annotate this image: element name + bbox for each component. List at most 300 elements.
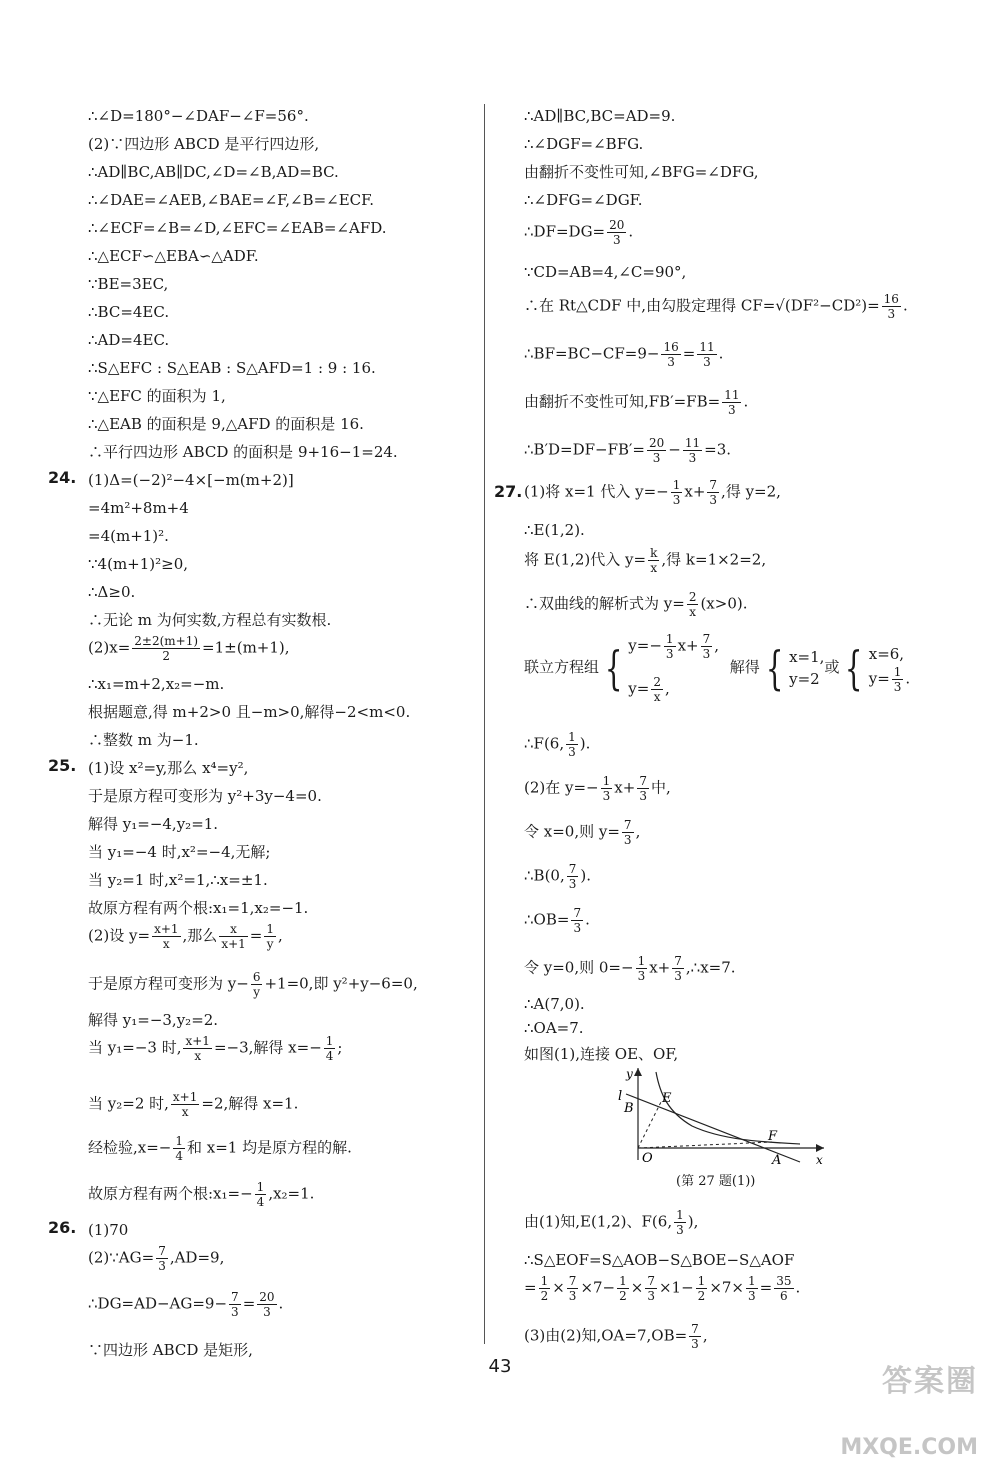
denominator: 3 bbox=[748, 1289, 756, 1303]
fraction bbox=[746, 1274, 758, 1303]
denominator: 3 bbox=[667, 355, 675, 369]
solution-group bbox=[789, 646, 824, 690]
formula-line bbox=[524, 818, 640, 847]
formula-line bbox=[88, 922, 283, 951]
numerator: x bbox=[219, 922, 247, 937]
text-line: ∴AD∥BC,AB∥DC,∠D=∠B,AD=BC. bbox=[88, 163, 339, 181]
formula-line bbox=[524, 546, 766, 575]
text-segment: 于是原方程可变形为 y− bbox=[88, 974, 249, 993]
fraction bbox=[183, 1034, 211, 1063]
denominator: 2 bbox=[162, 649, 170, 663]
text-line: 故原方程有两个根:x₁=1,x₂=−1. bbox=[88, 899, 309, 917]
numerator: 7 bbox=[568, 862, 577, 876]
text-line: ∴∠DAE=∠AEB,∠BAE=∠F,∠B=∠ECF. bbox=[88, 191, 374, 209]
fraction bbox=[229, 1290, 241, 1319]
text-segment: ). bbox=[579, 734, 591, 753]
numerator: 1 bbox=[325, 1034, 334, 1048]
formula-line bbox=[524, 1322, 708, 1351]
text-line: 解得 y₁=−4,y₂=1. bbox=[88, 815, 219, 833]
numerator: 1 bbox=[697, 1274, 706, 1288]
equation-group bbox=[628, 632, 719, 704]
fraction bbox=[689, 1322, 701, 1351]
numerator: 1 bbox=[175, 1134, 184, 1148]
text-line: ∴A(7,0). bbox=[524, 995, 585, 1013]
label-y: y bbox=[626, 1067, 633, 1081]
numerator: 7 bbox=[702, 632, 711, 646]
text-segment: ,AD=9, bbox=[169, 1248, 225, 1267]
text-line: ∵四边形 ABCD 是矩形, bbox=[88, 1341, 253, 1359]
denominator: 3 bbox=[639, 789, 647, 803]
denominator: 3 bbox=[263, 1305, 271, 1319]
denominator: 3 bbox=[665, 647, 674, 661]
text-line: 当 y₂=1 时,x²=1,∴x=±1. bbox=[88, 871, 268, 889]
solution-row: x=1, bbox=[789, 648, 825, 666]
numerator: 1 bbox=[266, 922, 274, 936]
formula-line bbox=[524, 218, 633, 247]
label-O: O bbox=[642, 1151, 653, 1166]
text-segment: ∴B′D=DF−FB′= bbox=[524, 440, 645, 459]
numerator: 6 bbox=[252, 970, 261, 984]
text-segment: = bbox=[682, 344, 696, 363]
left-brace: { bbox=[604, 641, 623, 695]
text-segment: . bbox=[718, 344, 724, 363]
fraction bbox=[674, 1208, 686, 1237]
text-segment: . bbox=[585, 910, 590, 929]
formula-line bbox=[88, 1034, 342, 1063]
denominator: 3 bbox=[637, 969, 646, 983]
text-segment: 解得 bbox=[729, 658, 760, 676]
fraction bbox=[696, 1274, 708, 1303]
fraction bbox=[892, 665, 904, 694]
numerator: 1 bbox=[893, 664, 902, 679]
numerator: 7 bbox=[231, 1290, 239, 1304]
text-segment: ,得 k=1×2=2, bbox=[661, 550, 767, 569]
text-segment: 令 x=0,则 y= bbox=[524, 822, 620, 841]
denominator: 3 bbox=[691, 1337, 699, 1351]
numerator: 7 bbox=[647, 1274, 655, 1288]
fraction bbox=[637, 774, 649, 803]
denominator: 6 bbox=[780, 1289, 788, 1303]
fraction bbox=[251, 970, 263, 999]
numerator: 16 bbox=[663, 340, 679, 354]
text-line: ∴Δ≥0. bbox=[88, 583, 136, 601]
numerator: 7 bbox=[639, 774, 647, 788]
fraction bbox=[697, 340, 716, 369]
fraction bbox=[722, 388, 741, 417]
fraction bbox=[601, 774, 613, 803]
text-segment: y= bbox=[868, 669, 890, 687]
text-segment: y=− bbox=[628, 636, 662, 655]
figure-caption: (第 27 题(1)) bbox=[676, 1174, 756, 1189]
formula-line bbox=[88, 634, 290, 663]
label-x: x bbox=[816, 1153, 823, 1167]
denominator: 3 bbox=[623, 833, 632, 847]
label-E: E bbox=[662, 1091, 672, 1106]
text-segment: × bbox=[552, 1278, 565, 1297]
numerator: k bbox=[650, 546, 658, 560]
fraction bbox=[257, 1290, 276, 1319]
text-segment: , bbox=[702, 1326, 708, 1345]
numerator: x+1 bbox=[154, 922, 179, 936]
text-segment: x+ bbox=[684, 482, 706, 501]
denominator: x+1 bbox=[221, 937, 246, 951]
denominator: 3 bbox=[672, 493, 681, 507]
fraction bbox=[567, 862, 579, 891]
denominator: 3 bbox=[893, 679, 902, 694]
denominator: y bbox=[266, 937, 274, 951]
solution-row bbox=[869, 665, 910, 694]
text-segment: ,那么 bbox=[182, 926, 218, 945]
text-line: ∵4(m+1)²≥0, bbox=[88, 555, 189, 573]
denominator: 3 bbox=[568, 1289, 577, 1303]
text-segment: . bbox=[902, 296, 908, 315]
numerator: 20 bbox=[609, 218, 625, 232]
text-segment: (1)将 x=1 代入 y=− bbox=[524, 482, 669, 501]
numerator: 1 bbox=[665, 632, 674, 646]
text-line: (2)∵四边形 ABCD 是平行四边形, bbox=[88, 135, 320, 153]
text-line: (1)Δ=(−2)²−4×[−m(m+2)] bbox=[88, 471, 294, 489]
denominator: 3 bbox=[602, 789, 611, 803]
fraction bbox=[671, 478, 683, 507]
text-segment: − bbox=[668, 440, 681, 459]
denominator: x bbox=[194, 1049, 202, 1063]
numerator: 1 bbox=[676, 1208, 684, 1222]
text-segment: 经检验,x=− bbox=[88, 1138, 172, 1157]
formula-line bbox=[88, 1180, 314, 1209]
numerator: 20 bbox=[259, 1290, 275, 1304]
formula-line bbox=[524, 774, 671, 803]
numerator: 1 bbox=[540, 1274, 549, 1288]
watermark-logo: 答案圈 bbox=[882, 1364, 978, 1399]
text-segment: = bbox=[249, 926, 263, 945]
left-brace: { bbox=[765, 641, 784, 695]
text-line: ∴∠DGF=∠BFG. bbox=[524, 135, 644, 153]
label-l: l bbox=[618, 1089, 623, 1104]
formula-line bbox=[524, 862, 591, 891]
text-segment: =−3,解得 x=− bbox=[213, 1038, 322, 1057]
text-segment: ,∴x=7. bbox=[685, 958, 736, 977]
text-line: ∴整数 m 为−1. bbox=[88, 731, 199, 749]
denominator: 4 bbox=[256, 1195, 265, 1209]
numerator: 7 bbox=[674, 954, 682, 968]
text-segment: ∴OB= bbox=[524, 910, 570, 929]
denominator: 3 bbox=[231, 1305, 239, 1319]
question-number-26: 26. bbox=[48, 1218, 77, 1237]
label-B: B bbox=[624, 1101, 634, 1116]
text-segment: (3)由(2)知,OA=7,OB= bbox=[524, 1326, 688, 1345]
text-segment: = bbox=[524, 1278, 537, 1297]
text-line: ∴S△EOF=S△AOB−S△BOE−S△AOF bbox=[524, 1251, 795, 1269]
text-line: ∵△EFC 的面积为 1, bbox=[88, 387, 226, 405]
text-segment: ∴F(6, bbox=[524, 734, 565, 753]
text-line: 于是原方程可变形为 y²+3y−4=0. bbox=[88, 787, 322, 805]
text-line: ∴AD=4EC. bbox=[88, 331, 170, 349]
fraction bbox=[607, 218, 626, 247]
formula-line bbox=[524, 292, 908, 321]
formula-line bbox=[88, 1290, 283, 1319]
text-line: ∴△ECF∽△EBA∽△ADF. bbox=[88, 247, 259, 265]
denominator: x bbox=[653, 690, 661, 704]
fraction bbox=[567, 1274, 579, 1303]
text-segment: 当 y₂=2 时, bbox=[88, 1094, 169, 1113]
numerator: 1 bbox=[602, 774, 611, 788]
text-segment: . bbox=[905, 669, 911, 687]
equation-row bbox=[628, 632, 719, 661]
text-line: ∴S△EFC : S△EAB : S△AFD=1 : 9 : 16. bbox=[88, 359, 376, 377]
fraction bbox=[707, 478, 719, 507]
solution-row: x=6, bbox=[868, 644, 905, 663]
fraction bbox=[647, 436, 666, 465]
text-segment: +1=0,即 y²+y−6=0, bbox=[264, 974, 418, 993]
denominator: 3 bbox=[688, 451, 697, 465]
fraction bbox=[324, 1034, 336, 1063]
question-number-27: 27. bbox=[494, 482, 523, 501]
fraction bbox=[173, 1134, 185, 1163]
numerator: 7 bbox=[573, 906, 582, 920]
fraction bbox=[774, 1274, 793, 1303]
text-segment: ). bbox=[580, 866, 591, 885]
text-segment: x+ bbox=[614, 778, 636, 797]
text-segment: 和 x=1 均是原方程的解. bbox=[187, 1138, 352, 1157]
text-segment: × bbox=[630, 1278, 644, 1297]
numerator: 1 bbox=[619, 1274, 627, 1288]
numerator: 2±2(m+1) bbox=[134, 634, 199, 648]
column-divider bbox=[484, 104, 485, 1344]
fraction bbox=[672, 954, 684, 983]
text-segment: = bbox=[759, 1278, 773, 1297]
formula-line bbox=[524, 1274, 800, 1303]
text-segment: . bbox=[278, 1294, 284, 1313]
denominator: x bbox=[181, 1105, 189, 1119]
fraction bbox=[566, 730, 578, 759]
text-line: =4(m+1)². bbox=[88, 527, 169, 545]
text-line: ∴△EAB 的面积是 9,△AFD 的面积是 16. bbox=[88, 415, 364, 433]
numerator: 7 bbox=[158, 1244, 166, 1258]
text-segment: ×7− bbox=[580, 1278, 616, 1297]
text-line: ∴E(1,2). bbox=[524, 521, 585, 539]
text-segment: 当 y₁=−3 时, bbox=[88, 1038, 182, 1057]
fraction bbox=[617, 1274, 629, 1303]
denominator: x bbox=[162, 937, 170, 951]
denominator: 4 bbox=[175, 1149, 184, 1163]
fraction bbox=[622, 818, 634, 847]
fraction bbox=[156, 1244, 168, 1273]
fraction bbox=[687, 590, 699, 619]
text-segment: (x>0). bbox=[700, 594, 748, 613]
fraction bbox=[171, 1090, 199, 1119]
text-segment: ∴BF=BC−CF=9− bbox=[524, 344, 660, 363]
text-segment: y= bbox=[628, 679, 650, 698]
text-segment: 令 y=0,则 0=− bbox=[524, 958, 634, 977]
text-segment: ∴B(0, bbox=[524, 866, 565, 885]
text-segment: (2)∵AG= bbox=[88, 1248, 155, 1267]
text-line: ∴无论 m 为何实数,方程总有实数根. bbox=[88, 611, 332, 629]
left-brace: { bbox=[845, 641, 863, 695]
numerator: 7 bbox=[691, 1322, 699, 1336]
text-segment: ,得 y=2, bbox=[721, 482, 781, 501]
text-segment: =2,解得 x=1. bbox=[201, 1094, 299, 1113]
text-segment: ×1− bbox=[658, 1278, 694, 1297]
formula-line bbox=[524, 1208, 698, 1237]
numerator: 7 bbox=[568, 1274, 577, 1288]
text-line: 如图(1),连接 OE、OF, bbox=[524, 1045, 679, 1063]
formula-line bbox=[88, 970, 418, 999]
fraction bbox=[264, 922, 276, 951]
formula-line bbox=[88, 1134, 352, 1163]
numerator: 11 bbox=[684, 436, 701, 450]
text-segment: 由翻折不变性可知,FB′=FB= bbox=[524, 392, 721, 411]
text-segment: , bbox=[664, 679, 670, 698]
numerator: 20 bbox=[648, 436, 665, 450]
text-segment: =3. bbox=[704, 440, 732, 459]
denominator: 3 bbox=[568, 877, 577, 891]
text-segment: =1±(m+1), bbox=[202, 638, 290, 657]
text-segment: x+ bbox=[677, 636, 699, 655]
text-line: ∴OA=7. bbox=[524, 1019, 584, 1037]
formula-line bbox=[524, 590, 748, 619]
denominator: 3 bbox=[709, 493, 718, 507]
denominator: 3 bbox=[573, 921, 582, 935]
text-segment: ∴双曲线的解析式为 y= bbox=[524, 594, 685, 613]
text-segment: . bbox=[628, 222, 634, 241]
text-line: 解得 y₁=−3,y₂=2. bbox=[88, 1011, 219, 1029]
geometry-figure bbox=[612, 1064, 827, 1168]
formula-line bbox=[524, 340, 723, 369]
denominator: 3 bbox=[158, 1259, 166, 1273]
formula-line bbox=[524, 954, 736, 983]
text-line: ∵CD=AB=4,∠C=90°, bbox=[524, 263, 687, 281]
denominator: 3 bbox=[612, 233, 621, 247]
denominator: 3 bbox=[647, 1289, 655, 1303]
numerator: 2 bbox=[653, 675, 661, 689]
x-axis-arrow bbox=[816, 1144, 824, 1152]
formula-line bbox=[524, 436, 731, 465]
numerator: x+1 bbox=[185, 1034, 210, 1048]
fraction bbox=[648, 546, 659, 575]
denominator: 3 bbox=[568, 745, 576, 759]
text-segment: 由(1)知,E(1,2)、F(6, bbox=[524, 1212, 673, 1231]
numerator: 1 bbox=[568, 730, 576, 744]
equation-row bbox=[628, 675, 719, 704]
numerator: 7 bbox=[709, 478, 718, 492]
numerator: x+1 bbox=[172, 1090, 198, 1104]
fraction bbox=[664, 632, 676, 661]
text-segment: 将 E(1,2)代入 y= bbox=[524, 550, 647, 569]
fraction bbox=[645, 1274, 657, 1303]
text-segment: x+ bbox=[649, 958, 671, 977]
text-segment: 故原方程有两个根:x₁=− bbox=[88, 1184, 253, 1203]
text-segment: 或 bbox=[824, 658, 840, 676]
formula-line bbox=[524, 906, 590, 935]
text-segment: . bbox=[743, 392, 749, 411]
text-segment: ∴DF=DG= bbox=[524, 222, 606, 241]
text-segment: 中, bbox=[650, 778, 671, 797]
solution-group bbox=[869, 643, 910, 694]
text-line: ∴∠ECF=∠B=∠D,∠EFC=∠EAB=∠AFD. bbox=[88, 219, 387, 237]
text-segment: (2)设 y= bbox=[88, 926, 151, 945]
question-number-24: 24. bbox=[48, 468, 77, 487]
text-line: ∴BC=4EC. bbox=[88, 303, 170, 321]
numerator: 1 bbox=[672, 478, 681, 492]
numerator: 2 bbox=[688, 590, 697, 604]
formula-line bbox=[88, 1244, 224, 1273]
text-segment: (2)在 y=− bbox=[524, 778, 599, 797]
numerator: 7 bbox=[623, 818, 632, 832]
denominator: 3 bbox=[702, 647, 711, 661]
text-segment: , bbox=[714, 636, 720, 655]
fraction bbox=[132, 634, 200, 663]
numerator: 11 bbox=[699, 340, 715, 354]
fraction bbox=[882, 292, 901, 321]
numerator: 1 bbox=[748, 1274, 756, 1288]
denominator: x bbox=[650, 561, 658, 575]
text-segment: (2)x= bbox=[88, 638, 131, 657]
label-A: A bbox=[772, 1153, 782, 1168]
fraction bbox=[701, 632, 713, 661]
fraction bbox=[539, 1274, 551, 1303]
fraction bbox=[152, 922, 180, 951]
denominator: 2 bbox=[619, 1289, 627, 1303]
denominator: 3 bbox=[652, 451, 661, 465]
equation-system-line bbox=[524, 632, 910, 704]
denominator: x bbox=[689, 605, 697, 619]
denominator: 3 bbox=[887, 307, 896, 321]
denominator: 3 bbox=[703, 355, 711, 369]
text-segment: ×7× bbox=[709, 1278, 744, 1297]
denominator: 3 bbox=[674, 969, 682, 983]
text-segment: = bbox=[242, 1294, 256, 1313]
text-segment: , bbox=[635, 822, 641, 841]
text-line: =4m²+8m+4 bbox=[88, 499, 189, 517]
text-line: 由翻折不变性可知,∠BFG=∠DFG, bbox=[524, 163, 759, 181]
y-axis-arrow bbox=[634, 1068, 642, 1076]
watermark-url: MXQE.COM bbox=[840, 1435, 978, 1460]
text-segment: 联立方程组 bbox=[524, 658, 600, 676]
denominator: 3 bbox=[676, 1223, 684, 1237]
denominator: 4 bbox=[325, 1049, 334, 1063]
text-line: (1)70 bbox=[88, 1221, 129, 1239]
fraction bbox=[636, 954, 648, 983]
text-line: ∴∠DFG=∠DGF. bbox=[524, 191, 643, 209]
hyperbola-curve bbox=[656, 1072, 800, 1144]
numerator: 1 bbox=[256, 1180, 265, 1194]
denominator: 3 bbox=[728, 403, 736, 417]
text-line: ∴∠D=180°−∠DAF−∠F=56°. bbox=[88, 107, 309, 125]
numerator: 16 bbox=[883, 292, 899, 306]
text-segment: . bbox=[795, 1278, 801, 1297]
text-segment: ; bbox=[337, 1038, 343, 1057]
segment-OF bbox=[638, 1142, 772, 1148]
formula-line bbox=[524, 388, 748, 417]
text-segment: ∴DG=AD−AG=9− bbox=[88, 1294, 228, 1313]
denominator: 2 bbox=[540, 1289, 549, 1303]
fraction bbox=[219, 922, 247, 951]
text-line: 根据题意,得 m+2>0 且−m>0,解得−2<m<0. bbox=[88, 703, 411, 721]
fraction bbox=[661, 340, 680, 369]
question-number-25: 25. bbox=[48, 756, 77, 775]
fraction bbox=[651, 675, 663, 704]
formula-line bbox=[524, 478, 781, 507]
solution-row: y=2 bbox=[789, 670, 820, 688]
denominator: 2 bbox=[697, 1289, 706, 1303]
numerator: 1 bbox=[637, 954, 646, 968]
text-line: 当 y₁=−4 时,x²=−4,无解; bbox=[88, 843, 271, 861]
numerator: 35 bbox=[776, 1274, 792, 1288]
text-segment: , bbox=[278, 926, 283, 945]
text-line: (1)设 x²=y,那么 x⁴=y², bbox=[88, 759, 249, 777]
fraction bbox=[571, 906, 583, 935]
text-line: ∴AD∥BC,BC=AD=9. bbox=[524, 107, 676, 125]
